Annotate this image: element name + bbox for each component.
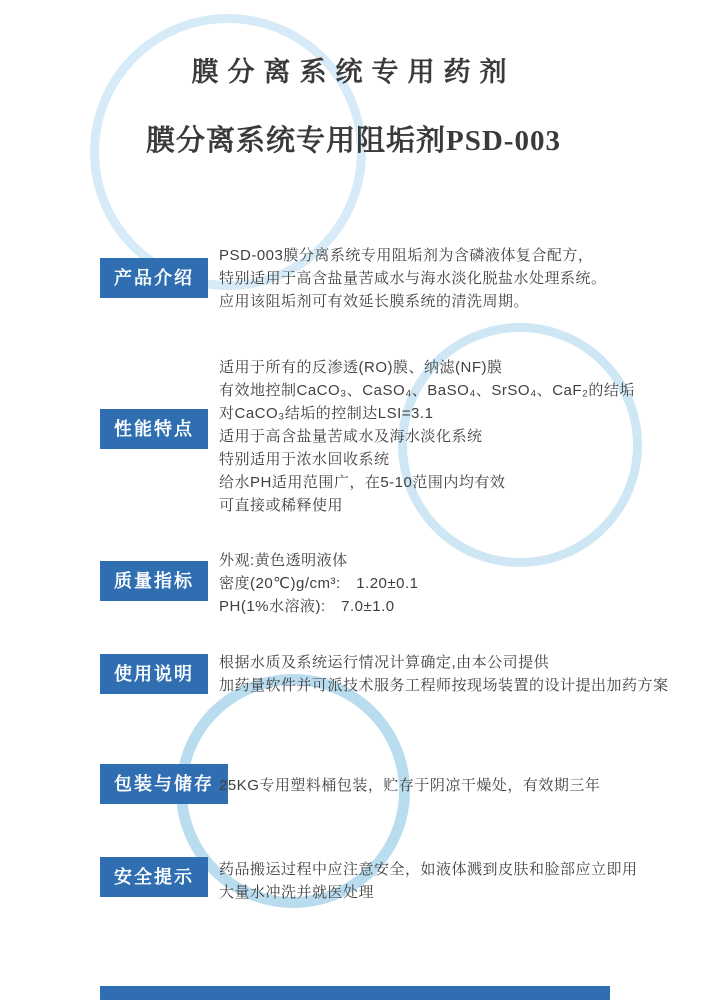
- section-text-line: 密度(20℃)g/cm³: 1.20±0.1: [219, 575, 419, 592]
- product-title: 膜分离系统专用阻垢剂PSD-003: [146, 125, 561, 157]
- footer-bar: [100, 986, 610, 1000]
- decorative-circle-right-icon: [398, 323, 642, 567]
- section-text-line: 药品搬运过程中应注意安全，如液体溅到皮肤和脸部应立即用: [219, 861, 638, 878]
- page-title: 膜分离系统专用药剂: [191, 57, 516, 87]
- section-label: 质量指标: [100, 561, 208, 601]
- section-text-line: 有效地控制CaCO₃、CaSO₄、BaSO₄、SrSO₄、CaF₂的结垢: [219, 382, 635, 399]
- section-text-line: 适用于所有的反渗透(RO)膜、纳滤(NF)膜: [219, 359, 503, 376]
- section-text-line: 加药量软件并可派技术服务工程师按现场装置的设计提出加药方案: [219, 677, 669, 694]
- decorative-circle-bottom-icon: [176, 674, 410, 908]
- section-label: 使用说明: [100, 654, 208, 694]
- section-text-line: 特别适用于浓水回收系统: [219, 451, 390, 468]
- section-label: 安全提示: [100, 857, 208, 897]
- section-label: 产品介绍: [100, 258, 208, 298]
- section-text-line: PH(1%水溶液): 7.0±1.0: [219, 598, 395, 615]
- section-text-line: 适用于高含盐量苦咸水及海水淡化系统: [219, 428, 483, 445]
- section-text-line: 根据水质及系统运行情况计算确定,由本公司提供: [219, 654, 550, 671]
- section-text-line: 大量水冲洗并就医处理: [219, 884, 375, 901]
- section-text-line: 25KG专用塑料桶包装，贮存于阴凉干燥处，有效期三年: [219, 777, 601, 794]
- section-label: 性能特点: [100, 409, 208, 449]
- section-text: [219, 549, 694, 618]
- section-text-line: 外观:黄色透明液体: [219, 552, 348, 569]
- section-text-line: 特别适用于高含盐量苦咸水与海水淡化脱盐水处理系统。: [219, 270, 607, 287]
- section-text-line: PSD-003膜分离系统专用阻垢剂为含磷液体复合配方，: [219, 247, 594, 264]
- section-text-line: 对CaCO₃结垢的控制达LSI=3.1: [219, 405, 434, 422]
- section-text-line: 应用该阻垢剂可有效延长膜系统的清洗周期。: [219, 293, 530, 310]
- section-label: 包装与储存: [100, 764, 228, 804]
- section-text-line: 给水PH适用范围广，在5-10范围内均有效: [219, 474, 506, 491]
- section-text-line: 可直接或稀释使用: [219, 497, 344, 514]
